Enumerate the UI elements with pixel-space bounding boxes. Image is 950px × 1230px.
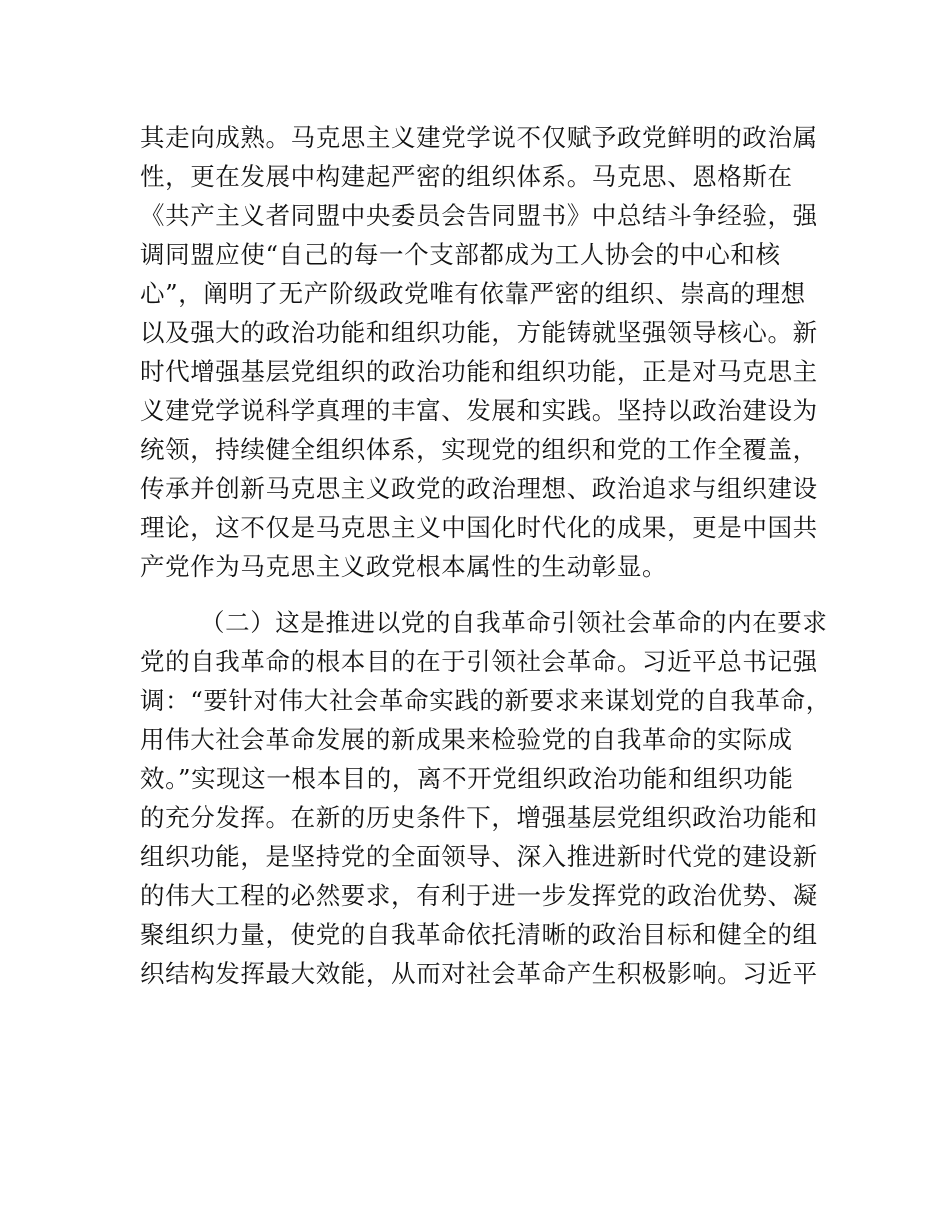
paragraph-spacer — [140, 586, 820, 603]
paragraph-line: 聚组织力量，使党的自我革命依托清晰的政治目标和健全的组 — [140, 920, 818, 949]
paragraph-2 — [140, 603, 831, 993]
paragraph-line: 以及强大的政治功能和组织功能，方能铸就坚强领导核心。新 — [140, 318, 818, 347]
section-heading: （二）这是推进以党的自我革命引领社会革命的内在要求 — [200, 608, 828, 637]
paragraph-line: 的充分发挥。在新的历史条件下，增强基层党组织政治功能和 — [140, 803, 818, 832]
paragraph-line: 调：“要针对伟大社会革命实践的新要求来谋划党的自我革命， — [140, 686, 831, 715]
paragraph-line: 的伟大工程的必然要求，有利于进一步发挥党的政治优势、凝 — [140, 881, 818, 910]
paragraph-line: 织结构发挥最大效能，从而对社会革命产生积极影响。习近平 — [140, 959, 818, 988]
paragraph-line: 义建党学说科学真理的丰富、发展和实践。坚持以政治建设为 — [140, 396, 818, 425]
paragraph-line: 产党作为马克思主义政党根本属性的生动彰显。 — [140, 552, 668, 581]
paragraph-line: 统领，持续健全组织体系，实现党的组织和党的工作全覆盖， — [140, 435, 818, 464]
paragraph-line: 组织功能，是坚持党的全面领导、深入推进新时代党的建设新 — [140, 842, 818, 871]
paragraph-1 — [140, 118, 820, 586]
paragraph-line: 时代增强基层党组织的政治功能和组织功能，正是对马克思主 — [140, 357, 818, 386]
paragraph-line: 传承并创新马克思主义政党的政治理想、政治追求与组织建设 — [140, 474, 818, 503]
paragraph-line: 心”，阐明了无产阶级政党唯有依靠严密的组织、崇高的理想 — [140, 279, 806, 308]
paragraph-line: 用伟大社会革命发展的新成果来检验党的自我革命的实际成 — [140, 725, 793, 754]
paragraph-line: 效。”实现这一根本目的，离不开党组织政治功能和组织功能 — [140, 764, 794, 793]
paragraph-line: 其走向成熟。马克思主义建党学说不仅赋予政党鲜明的政治属 — [140, 123, 818, 152]
paragraph-line: 党的自我革命的根本目的在于引领社会革命。习近平总书记强 — [140, 647, 818, 676]
paragraph-line: 理论，这不仅是马克思主义中国化时代化的成果，更是中国共 — [140, 513, 818, 542]
paragraph-line: 《共产主义者同盟中央委员会告同盟书》中总结斗争经验，强 — [140, 201, 818, 230]
paragraph-line: 调同盟应使“自己的每一个支部都成为工人协会的中心和核 — [140, 240, 781, 269]
paragraph-line: 性，更在发展中构建起严密的组织体系。马克思、恩格斯在 — [140, 162, 793, 191]
body-text — [140, 118, 831, 993]
